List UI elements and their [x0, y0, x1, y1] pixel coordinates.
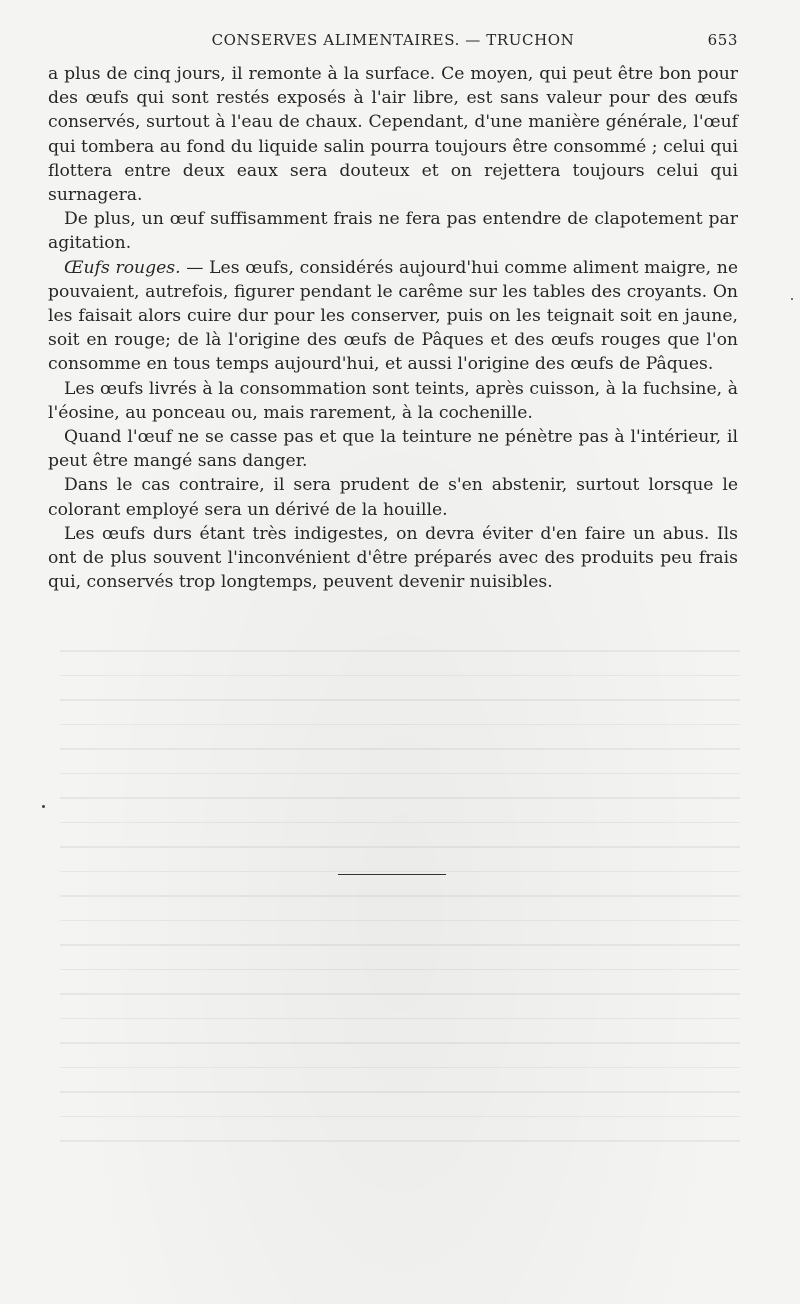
- paragraph-indigestes: Les œufs durs étant très indigestes, on devra éviter d'en faire un abus. Ils ont de plus souvent l'inconvénient d'être préparés avec des produits peu frais qui, conservés trop longtemps, peuvent devenir nuisibles.: [48, 523, 738, 593]
- page-header: [48, 31, 738, 55]
- paragraph-agitation: De plus, un œuf suffisamment frais ne fera pas entendre de clapotement par agitation.: [48, 209, 738, 254]
- ink-speck: [42, 805, 45, 808]
- section-lead-oeufs-rouges: Œufs rouges.: [64, 257, 181, 278]
- paragraph-sans-danger: Quand l'œuf ne se casse pas et que la teinture ne pénètre pas à l'intérieur, il peut être mangé sans danger.: [48, 427, 738, 472]
- paragraph-oeufs-rouges-text: — Les œufs, considérés aujourd'hui comme aliment maigre, ne pouvaient, autrefois, figurer pendant le carême sur les tables des croyants. On les faisait alors cuire dur pour les conserver, puis on les teignait soit en jaune, soit en rouge; de là l'origine des œufs de Pâques et des œufs rouges que l'on consomme en tous temps aujourd'hui, et aussi l'origine des œufs de Pâques.: [48, 257, 738, 375]
- running-title: CONSERVES ALIMENTAIRES. — TRUCHON: [211, 31, 575, 49]
- ink-speck: [791, 298, 793, 300]
- paragraph-oeufs-rouges: [48, 256, 738, 377]
- paragraph-teinture: Les œufs livrés à la consommation sont teints, après cuisson, à la fuchsine, à l'éosine, au ponceau ou, mais rarement, à la cochenille.: [48, 378, 738, 423]
- reverse-side-show-through: [60, 650, 740, 1190]
- page-number: 653: [707, 31, 738, 49]
- paragraph-abstenir: Dans le cas contraire, il sera prudent de s'en abstenir, surtout lorsque le colorant employé sera un dérivé de la houille.: [48, 475, 738, 520]
- body-text: [48, 62, 738, 594]
- paragraph-continuation: a plus de cinq jours, il remonte à la surface. Ce moyen, qui peut être bon pour des œufs qui sont restés exposés à l'air libre, est sans valeur pour des œufs conservés, surtout à l'eau de chaux. Cependant, d'une manière générale, l'œuf qui tombera au fond du liquide salin pourra toujours être consommé ; celui qui flottera entre deux eaux sera douteux et on rejettera toujours celui qui surnagera.: [48, 64, 738, 206]
- section-end-rule: [338, 874, 446, 875]
